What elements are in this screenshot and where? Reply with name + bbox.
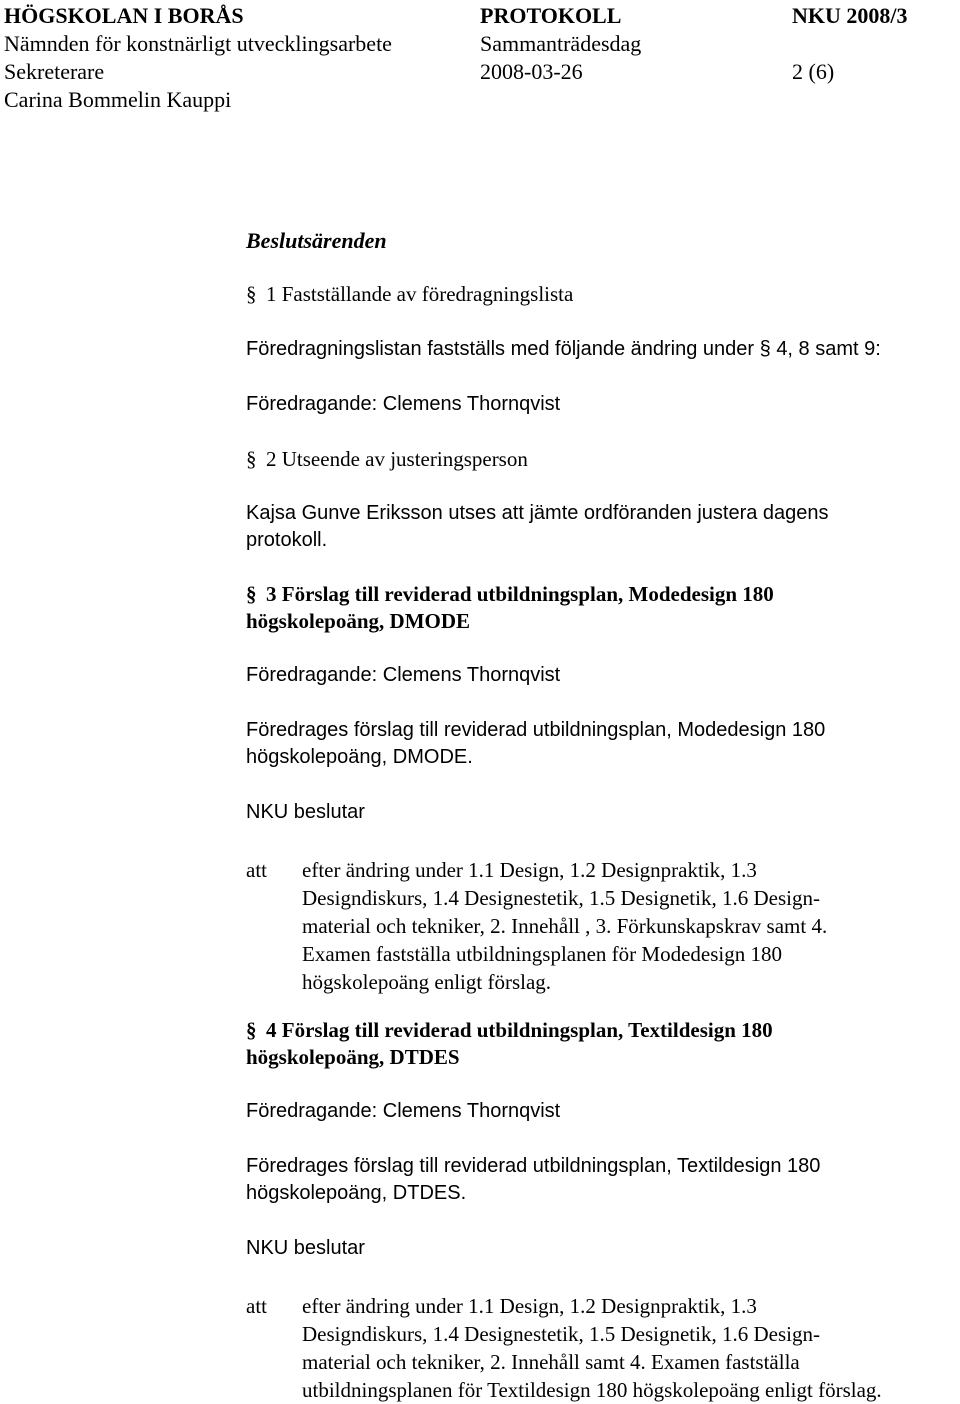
- committee-name: Nämnden för konstnärligt utvecklingsarbete: [4, 31, 392, 56]
- section-heading: Beslutsärenden: [246, 228, 387, 253]
- item-2-title: § 2 Utseende av justeringsperson: [246, 447, 528, 471]
- item-4-title-line-1: § 4 Förslag till reviderad utbildningsplan, Textildesign 180: [246, 1018, 773, 1042]
- item-3-att: att: [246, 858, 267, 882]
- item-1-presenter: Föredragande: Clemens Thornqvist: [246, 393, 561, 415]
- item-4-title-line-2: högskolepoäng, DTDES: [246, 1045, 460, 1069]
- item-3-title-line-2: högskolepoäng, DMODE: [246, 609, 471, 633]
- section-sign: §: [246, 282, 257, 306]
- document-id: NKU 2008/3: [792, 3, 908, 28]
- school-name: HÖGSKOLAN I BORÅS: [4, 3, 244, 28]
- meeting-date: 2008-03-26: [480, 59, 583, 84]
- secretary-name: Carina Bommelin Kauppi: [4, 87, 232, 112]
- item-4-text-line-2: högskolepoäng, DTDES.: [246, 1182, 467, 1204]
- item-1-title: § 1 Fastställande av föredragningslista: [246, 282, 574, 306]
- page-number: 2 (6): [792, 59, 835, 84]
- section-sign: §: [246, 447, 257, 471]
- item-3-text-line-1: Föredrages förslag till reviderad utbildningsplan, Modedesign 180: [246, 719, 826, 741]
- role-label: Sekreterare: [4, 59, 105, 84]
- item-3-title-line-1: § 3 Förslag till reviderad utbildningsplan, Modedesign 180: [246, 582, 774, 606]
- item-4-text-line-1: Föredrages förslag till reviderad utbildningsplan, Textildesign 180: [246, 1155, 821, 1177]
- document-type: PROTOKOLL: [480, 3, 622, 28]
- item-3-decision: efter ändring under 1.1 Design, 1.2 Designpraktik, 1.3 Designdiskurs, 1.4 Designestetik, 1.5 Designetik, 1.6 Design- material och tekniker, 2. Innehåll , 3. Förkunskapskrav samt 4. Examen fastställa utbildningsplanen för Modedesign 180 högskolepoäng enligt förslag.: [302, 858, 828, 994]
- item-3-decides: NKU beslutar: [246, 801, 365, 823]
- item-2-text-line-1: Kajsa Gunve Eriksson utses att jämte ordföranden justera dagens: [246, 502, 829, 524]
- item-4-att: att: [246, 1294, 267, 1318]
- item-4-presenter: Föredragande: Clemens Thornqvist: [246, 1100, 561, 1122]
- item-3-text-line-2: högskolepoäng, DMODE.: [246, 746, 473, 768]
- item-4-decision: efter ändring under 1.1 Design, 1.2 Designpraktik, 1.3 Designdiskurs, 1.4 Designestetik, 1.5 Designetik, 1.6 Design- material och tekniker, 2. Innehåll samt 4. Examen fastställa utbildningsplanen för Textildesign 180 högskolepoäng enligt förslag.: [302, 1294, 882, 1402]
- item-1-text: Föredragningslistan fastställs med följande ändring under § 4, 8 samt 9:: [246, 338, 881, 360]
- item-3-presenter: Föredragande: Clemens Thornqvist: [246, 664, 561, 686]
- section-sign: §: [246, 1018, 257, 1042]
- item-2-text-line-2: protokoll.: [246, 529, 328, 551]
- section-sign: §: [246, 582, 257, 606]
- item-4-decides: NKU beslutar: [246, 1237, 365, 1259]
- meeting-type: Sammanträdesdag: [480, 31, 642, 56]
